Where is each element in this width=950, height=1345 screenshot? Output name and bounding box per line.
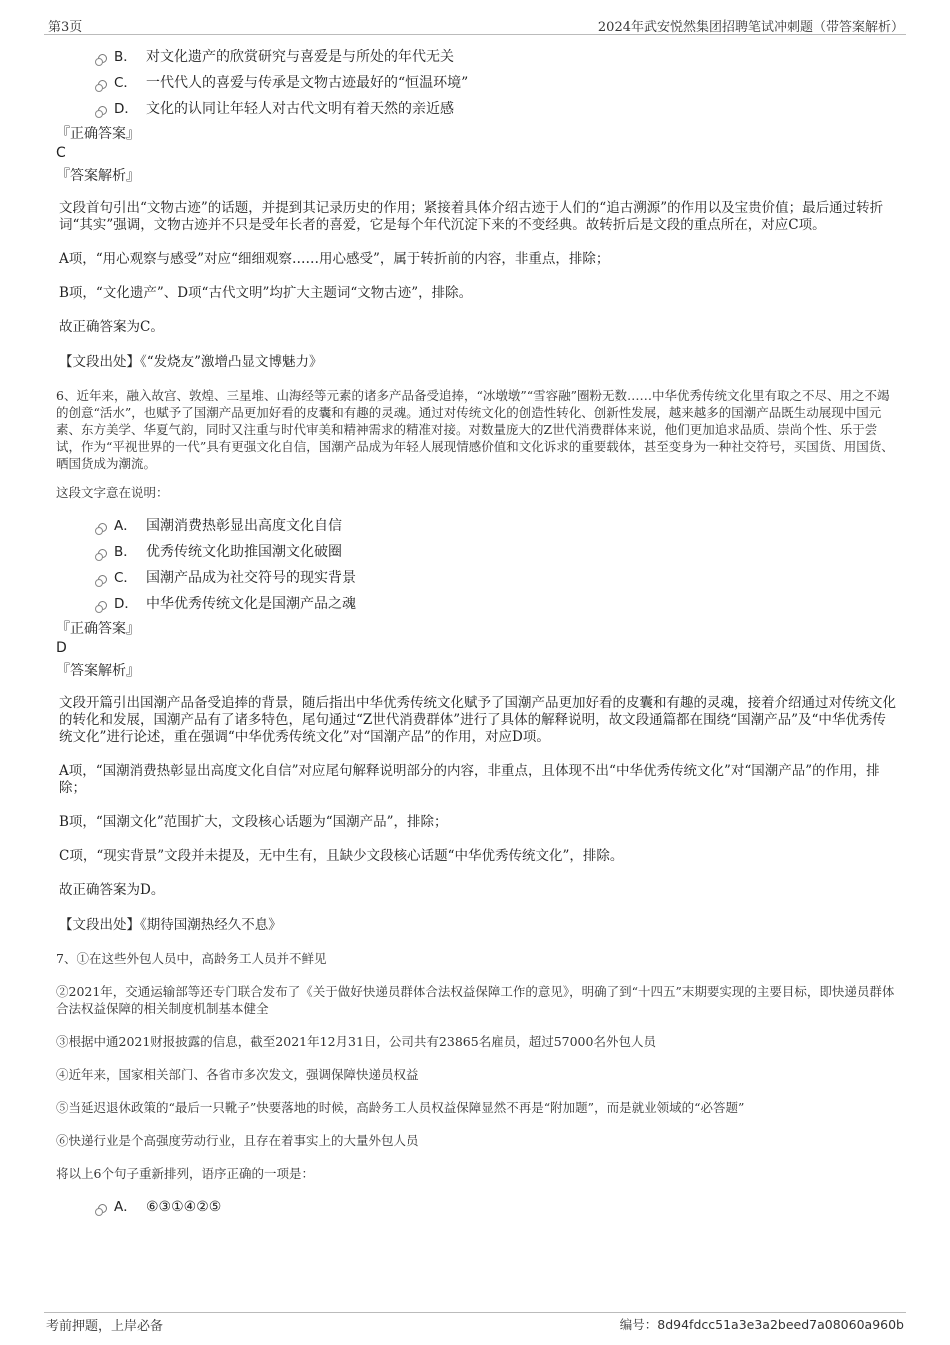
analysis-paragraph: A项，“用心观察与感受”对应“细细观察……用心感受”，属于转折前的内容，非重点，排除；	[59, 251, 610, 267]
q6-options	[56, 513, 898, 617]
q5-option-b[interactable]: B． 对文化遗产的欣赏研究与喜爱是与所处的年代无关	[56, 44, 898, 70]
radio-icon[interactable]	[98, 80, 107, 89]
q5-option-d[interactable]: D． 文化的认同让年轻人对古代文明有着天然的亲近感	[56, 96, 898, 122]
q6-option-c[interactable]: C． 国潮产品成为社交符号的现实背景	[56, 565, 898, 591]
question-stem: 6、近年来，融入故宫、敦煌、三星堆、山海经等元素的诸多产品备受追捧，“冰墩墩”“雪容融”圈粉无数……中华优秀传统文化里有取之不尽、用之不竭的创意“活水”，也赋予了国潮产品更加好看的皮囊和有趣的灵魂。通过对传统文化的创造性转化、创新性发展，越来越多的国潮产品既生动展现中国元素、东方美学、华夏气韵，同时又注重与时代审美和精神需求的精准对接。对数量庞大的Z世代消费群体来说，他们更加追求品质、崇尚个性、乐于尝试，作为“平视世界的一代”具有更强文化自信，国潮产品成为年轻人展现情感价值和文化诉求的重要载体，甚至变身为一种社交符号，买国货、用国货、晒国货成为潮流。	[56, 388, 894, 471]
sentence-item: 7、①在这些外包人员中，高龄务工人员并不鲜见	[56, 951, 327, 966]
q5-options	[56, 44, 898, 122]
answer-label: 『正确答案』	[56, 126, 140, 142]
analysis-paragraph: 故正确答案为D。	[59, 882, 165, 898]
radio-icon[interactable]	[98, 575, 107, 584]
question-prompt: 这段文字意在说明：	[56, 485, 169, 500]
analysis-paragraph: B项，“国潮文化”范围扩大，文段核心话题为“国潮产品”，排除；	[59, 814, 448, 830]
radio-icon[interactable]	[98, 106, 107, 115]
radio-icon[interactable]	[98, 601, 107, 610]
q5-option-c[interactable]: C． 一代代人的喜爱与传承是文物古迹最好的“恒温环境”	[56, 70, 898, 96]
q6-option-d[interactable]: D． 中华优秀传统文化是国潮产品之魂	[56, 591, 898, 617]
sentence-item: ④近年来，国家相关部门、各省市多次发文，强调保障快递员权益	[56, 1067, 419, 1082]
q7-options	[56, 1194, 898, 1220]
q6-option-a[interactable]: A． 国潮消费热彰显出高度文化自信	[56, 513, 898, 539]
document-code: 编号：8d94fdcc51a3e3a2beed7a08060a960b	[619, 1317, 904, 1332]
passage-source: 【文段出处】《期待国潮热经久不息》	[59, 917, 282, 933]
analysis-paragraph: 故正确答案为C。	[59, 319, 164, 335]
radio-icon[interactable]	[98, 54, 107, 63]
analysis-paragraph: 文段开篇引出国潮产品备受追捧的背景，随后指出中华优秀传统文化赋予了国潮产品更加好看的皮囊和有趣的灵魂，接着介绍通过对传统文化的转化和发展，国潮产品有了诸多特色，尾句通过“Z世代消费群体”进行了具体的解释说明，故文段通篇都在围绕“国潮产品”及“中华优秀传统文化”进行论述，重在强调“中华优秀传统文化”对“国潮产品”的作用，对应D项。	[59, 695, 896, 745]
page-header	[44, 14, 906, 35]
analysis-label: 『答案解析』	[56, 168, 140, 184]
sentence-item: ⑤当延迟退休政策的“最后一只靴子”快要落地的时候，高龄务工人员权益保障显然不再是“附加题”，而是就业领域的“必答题”	[56, 1100, 745, 1115]
correct-answer: D	[56, 640, 67, 656]
radio-icon[interactable]	[98, 523, 107, 532]
analysis-paragraph: C项，“现实背景”文段并未提及，无中生有，且缺少文段核心话题“中华优秀传统文化”，排除。	[59, 848, 624, 864]
footer-slogan: 考前押题，上岸必备	[46, 1319, 164, 1334]
question-prompt: 将以上6个句子重新排列，语序正确的一项是：	[56, 1166, 314, 1181]
sentence-item: ③根据中通2021财报披露的信息，截至2021年12月31日，公司共有23865名雇员，超过57000名外包人员	[56, 1034, 656, 1049]
q7-option-a[interactable]: A． ⑥③①④②⑤	[56, 1194, 898, 1220]
analysis-paragraph: 文段首句引出“文物古迹”的话题，并提到其记录历史的作用；紧接着具体介绍古迹于人们的“追古溯源”的作用以及宝贵价值；最后通过转折词“其实”强调，文物古迹并不只是受年长者的喜爱，它是每个年代沉淀下来的不变经典。故转折后是文段的重点所在，对应C项。	[59, 200, 884, 233]
q6-option-b[interactable]: B． 优秀传统文化助推国潮文化破圈	[56, 539, 898, 565]
answer-label: 『正确答案』	[56, 621, 140, 637]
analysis-paragraph: B项，“文化遗产”、D项“古代文明”均扩大主题词“文物古迹”，排除。	[59, 285, 473, 301]
radio-icon[interactable]	[98, 549, 107, 558]
sentence-item: ⑥快递行业是个高强度劳动行业，且存在着事实上的大量外包人员	[56, 1133, 419, 1148]
page-footer	[44, 1312, 906, 1333]
document-body	[56, 44, 898, 1220]
sentence-item: ②2021年，交通运输部等还专门联合发布了《关于做好快递员群体合法权益保障工作的意见》，明确了到“十四五”末期要实现的主要目标，即快递员群体合法权益保障的相关制度机制基本健全	[56, 984, 895, 1016]
analysis-paragraph: A项，“国潮消费热彰显出高度文化自信”对应尾句解释说明部分的内容，非重点，且体现不出“中华优秀传统文化”对“国潮产品”的作用，排除；	[59, 763, 880, 796]
analysis-label: 『答案解析』	[56, 663, 140, 679]
document-title: 2024年武安悦然集团招聘笔试冲刺题（带答案解析）	[597, 20, 904, 35]
passage-source: 【文段出处】《“发烧友”激增凸显文博魅力》	[59, 354, 323, 370]
radio-icon[interactable]	[98, 1204, 107, 1213]
correct-answer: C	[56, 145, 66, 161]
page-number: 第3页	[48, 20, 83, 35]
